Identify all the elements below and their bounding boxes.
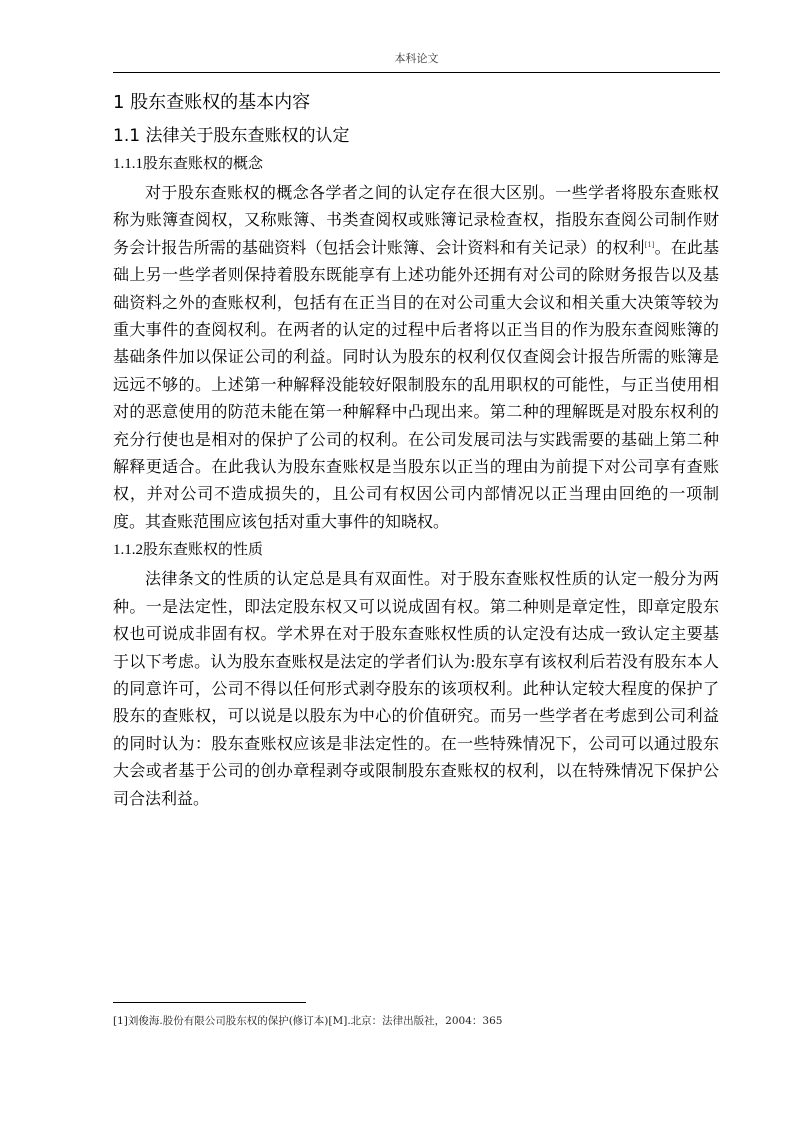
subsection-heading-concept [113, 153, 719, 173]
footnote: [1]刘俊海.股份有限公司股东权的保护(修订本)[M].北京：法律出版社，2004：365 [113, 1015, 503, 1027]
subsection-title: 股东查账权的概念 [143, 154, 264, 172]
page-body [113, 93, 719, 812]
citation-marker: [1] [644, 240, 655, 249]
subsection-heading-nature [113, 539, 719, 559]
header-rule [113, 72, 720, 73]
subsection-title: 股东查账权的性质 [143, 540, 264, 559]
chapter-heading: 1 股东查账权的基本内容 [113, 92, 311, 113]
section-heading: 1.1 法律关于股东查账权的认定 [113, 126, 350, 146]
nature-paragraph: 法律条文的性质的认定总是具有双面性。对于股东查账权性质的认定一般分为两种。一是法定性，即法定股东权又可以说成固有权。第二种则是章定性，即章定股东权也可说成非固有权。学术界在对于股东查账权性质的认定没有达成一致认定主要基于以下考虑。认为股东查账权是法定的学者们认为:股东享有该权利后若没有股东本人的同意许可，公司不得以任何形式剥夺股东的该项权利。此种认定较大程度的保护了股东的查账权，可以说是以股东为中心的价值研究。而另一些学者在考虑到公司利益的同时认为：股东查账权应该是非法定性的。在一些特殊情况下，公司可以通过股东大会或者基于公司的创办章程剥夺或限制股东查账权的权利，以在特殊情况下保护公司合法利益。 [113, 569, 719, 808]
concept-text-part1: 对于股东查账权的概念各学者之间的认定存在很大区别。一些学者将股东查账权称为账簿查阅权，又称账簿、书类查阅权或账簿记录检查权，指股东查阅公司制作财务会计报告所需的基础资料（包括会计账簿、会计资料和有关记录）的权利 [113, 183, 719, 257]
subsection-number: 1.1.2 [113, 542, 143, 559]
subsection-number: 1.1.1 [113, 156, 143, 172]
concept-text-part2: 。在此基础上另一些学者则保持着股东既能享有上述功能外还拥有对公司的除财务报告以及基础资料之外的查账权利，包括有在正当目的在对公司重大会议和相关重大决策等较为重大事件的查阅权利。在两者的认定的过程中后者将以正当目的作为股东查阅账簿的基础条件加以保证公司的利益。同时认为股东的权利仅仅查阅会计报告所需的账簿是远远不够的。上述第一种解释没能较好限制股东的乱用职权的可能性，与正当使用相对的恶意使用的防范未能在第一种解释中凸现出来。第二种的理解既是对股东权利的充分行使也是相对的保护了公司的权利。在公司发展司法与实践需要的基础上第二种解释更适合。在此我认为股东查账权是当股东以正当的理由为前提下对公司享有查账权，并对公司不造成损失的，且公司有权因公司内部情况以正当理由回绝的一项制度。其查账范围应该包括对重大事件的知晓权。 [113, 237, 719, 531]
running-header: 本科论文 [394, 52, 439, 65]
footnote-rule [113, 1002, 306, 1003]
concept-paragraph [113, 179, 719, 535]
